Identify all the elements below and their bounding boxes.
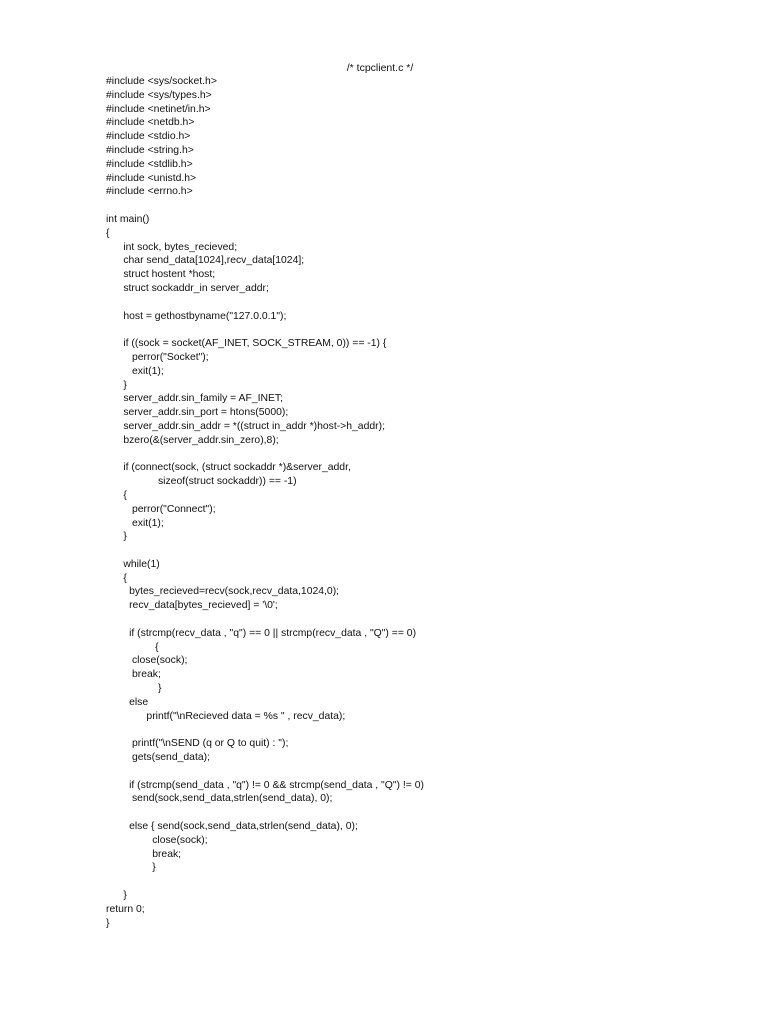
code-line: #include <sys/types.h> bbox=[106, 89, 212, 101]
code-line: bzero(&(server_addr.sin_zero),8); bbox=[106, 434, 279, 446]
code-line: recv_data[bytes_recieved] = '\0'; bbox=[106, 600, 278, 612]
code-line: } bbox=[106, 683, 162, 695]
code-line: return 0; bbox=[106, 903, 145, 915]
code-line bbox=[106, 875, 726, 889]
code-line: struct sockaddr_in server_addr; bbox=[106, 282, 269, 294]
code-line: close(sock); bbox=[106, 655, 188, 667]
code-line: break; bbox=[106, 669, 161, 681]
code-line: sizeof(struct sockaddr)) == -1) bbox=[106, 476, 297, 488]
code-line: printf("\nRecieved data = %s " , recv_data); bbox=[106, 710, 346, 722]
code-line bbox=[106, 806, 726, 820]
code-line bbox=[106, 544, 726, 558]
code-line: break; bbox=[106, 848, 182, 860]
code-line: } bbox=[106, 531, 127, 543]
code-line: #include <netdb.h> bbox=[106, 117, 195, 129]
code-line: gets(send_data); bbox=[106, 752, 210, 764]
code-line: server_addr.sin_port = htons(5000); bbox=[106, 407, 289, 419]
code-line: server_addr.sin_addr = *((struct in_addr *)host->h_addr); bbox=[106, 420, 385, 432]
code-line: if (strcmp(send_data , "q") != 0 && strcmp(send_data , "Q") != 0) bbox=[106, 779, 424, 791]
code-line: #include <string.h> bbox=[106, 144, 194, 156]
code-line bbox=[106, 723, 726, 737]
code-line: #include <netinet/in.h> bbox=[106, 103, 211, 115]
code-line: printf("\nSEND (q or Q to quit) : "); bbox=[106, 738, 289, 750]
code-line bbox=[106, 296, 726, 310]
code-line: #include <stdio.h> bbox=[106, 131, 191, 143]
document-title bbox=[0, 61, 768, 75]
code-line bbox=[106, 323, 726, 337]
code-line: host = gethostbyname("127.0.0.1"); bbox=[106, 310, 287, 322]
code-line: if ((sock = socket(AF_INET, SOCK_STREAM, 0)) == -1) { bbox=[106, 338, 387, 350]
code-line bbox=[106, 765, 726, 779]
code-line: } bbox=[106, 917, 110, 929]
code-line: else { send(sock,send_data,strlen(send_data), 0); bbox=[106, 821, 358, 833]
code-line: int sock, bytes_recieved; bbox=[106, 241, 238, 253]
code-line: #include <stdlib.h> bbox=[106, 158, 193, 170]
code-line: send(sock,send_data,strlen(send_data), 0); bbox=[106, 793, 333, 805]
code-line: struct hostent *host; bbox=[106, 269, 216, 281]
code-line: #include <sys/socket.h> bbox=[106, 76, 217, 87]
code-line: perror("Connect"); bbox=[106, 503, 216, 515]
code-line: { bbox=[106, 227, 110, 239]
code-line: { bbox=[106, 641, 159, 653]
code-line: exit(1); bbox=[106, 517, 164, 529]
document-title-text: /* tcpclient.c */ bbox=[346, 62, 414, 74]
code-line: } bbox=[106, 890, 127, 902]
code-line: server_addr.sin_family = AF_INET; bbox=[106, 393, 283, 405]
code-line: int main() bbox=[106, 213, 150, 225]
code-line: { bbox=[106, 489, 127, 501]
code-line: else bbox=[106, 696, 149, 708]
code-line: if (strcmp(recv_data , "q") == 0 || strcmp(recv_data , "Q") == 0) bbox=[106, 627, 417, 639]
code-line: { bbox=[106, 572, 127, 584]
code-line bbox=[106, 613, 726, 627]
code-block bbox=[106, 75, 726, 930]
code-line bbox=[106, 448, 726, 462]
code-line: bytes_recieved=recv(sock,recv_data,1024,0); bbox=[106, 586, 340, 598]
code-line: char send_data[1024],recv_data[1024]; bbox=[106, 255, 305, 267]
code-line: exit(1); bbox=[106, 365, 164, 377]
code-line: } bbox=[106, 379, 127, 391]
code-line: close(sock); bbox=[106, 834, 208, 846]
code-line: #include <errno.h> bbox=[106, 186, 193, 198]
code-line: #include <unistd.h> bbox=[106, 172, 197, 184]
code-line: perror("Socket"); bbox=[106, 351, 209, 363]
code-line: if (connect(sock, (struct sockaddr *)&server_addr, bbox=[106, 462, 351, 474]
code-line: while(1) bbox=[106, 558, 160, 570]
code-line: } bbox=[106, 862, 156, 874]
code-line bbox=[106, 199, 726, 213]
